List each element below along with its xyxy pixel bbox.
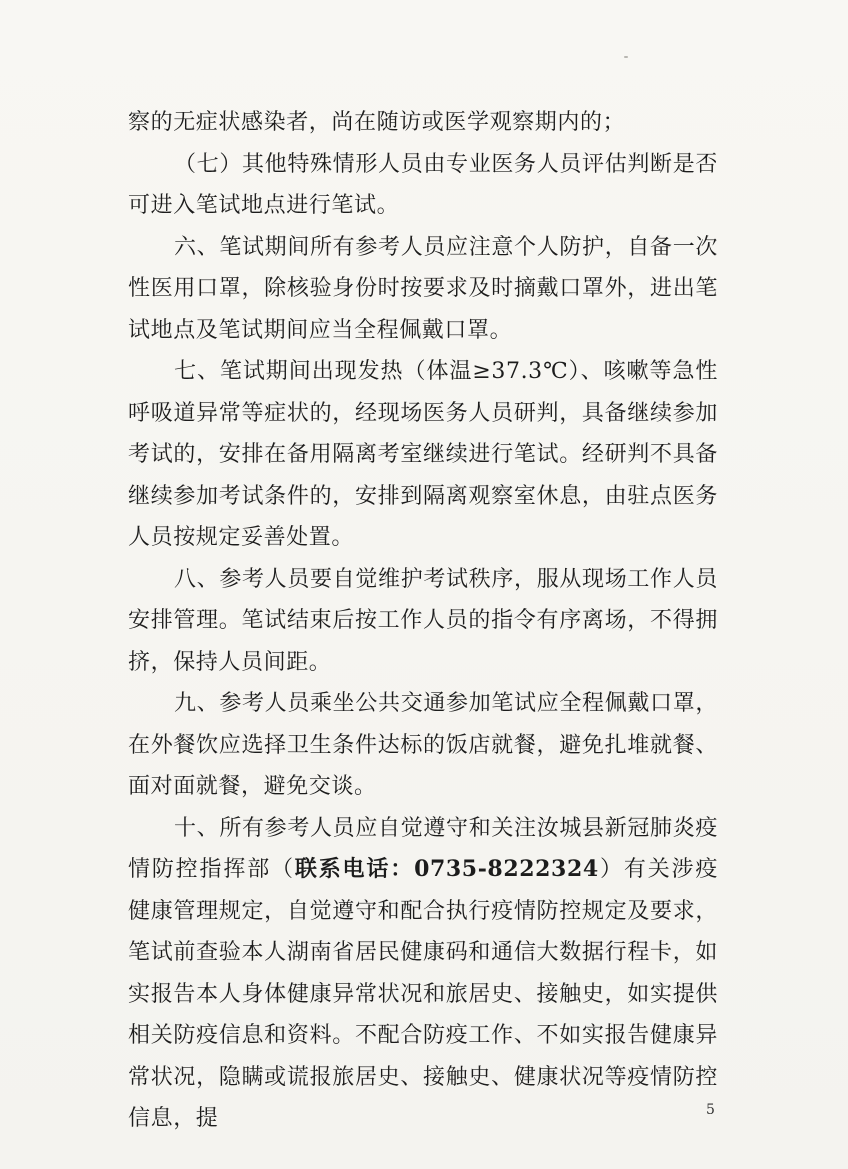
paragraph-3: 六、笔试期间所有参考人员应注意个人防护，自备一次性医用口罩，除核验身份时按要求及时摘戴口罩外，进出笔试地点及笔试期间应当全程佩戴口罩。 (128, 234, 718, 343)
paragraph-7-text-before: 十、所有参考人员应自觉遵守和关注汝城县新冠肺炎疫情防控指挥部（ (128, 815, 718, 882)
contact-phone: 联系电话：0735-8222324 (294, 856, 599, 882)
page-number: 5 (706, 1102, 715, 1118)
scan-speck (624, 56, 628, 58)
paragraph-6: 九、参考人员乘坐公共交通参加笔试应全程佩戴口罩，在外餐饮应选择卫生条件达标的饭店就餐，避免扎堆就餐、面对面就餐，避免交谈。 (128, 691, 718, 799)
paragraph-7 (128, 808, 718, 1140)
paragraph-4: 七、笔试期间出现发热（体温≥37.3℃）、咳嗽等急性呼吸道异常等症状的，经现场医务人员研判，具备继续参加考试的，安排在备用隔离考室继续进行笔试。经研判不具备继续参加考试条件的，安排到隔离观察室休息，由驻点医务人员按规定妥善处置。 (128, 359, 718, 550)
paragraph-1: 察的无症状感染者，尚在随访或医学观察期内的； (128, 110, 626, 135)
document-body (128, 102, 718, 1140)
paragraph-2: （七）其他特殊情形人员由专业医务人员评估判断是否可进入笔试地点进行笔试。 (128, 151, 718, 218)
paragraph-5: 八、参考人员要自觉维护考试秩序，服从现场工作人员安排管理。笔试结束后按工作人员的指令有序离场，不得拥挤，保持人员间距。 (128, 566, 718, 675)
paragraph-7-text-after: ）有关涉疫健康管理规定，自觉遵守和配合执行疫情防控规定及要求，笔试前查验本人湖南省居民健康码和通信大数据行程卡，如实报告本人身体健康异常状况和旅居史、接触史，如实提供相关防疫信息和资料。不配合防疫工作、不如实报告健康异常状况，隐瞒或谎报旅居史、接触史、健康状况等疫情防控信息，提 (128, 857, 718, 1131)
